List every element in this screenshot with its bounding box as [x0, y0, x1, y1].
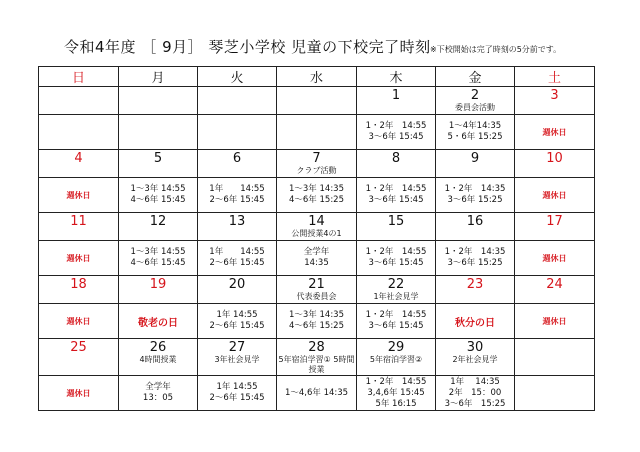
date-cell	[277, 150, 357, 178]
day-number: 11	[70, 214, 87, 229]
dismissal-cell	[198, 241, 277, 276]
dismissal-cell	[436, 376, 515, 411]
day-number: 30	[466, 340, 484, 355]
day-number: 8	[391, 151, 401, 166]
weekday-header-fri: 金	[436, 67, 515, 87]
day-event: クラブ活動	[296, 166, 337, 175]
dismissal-time-line: 3～6年 15:25	[447, 195, 503, 205]
day-event: 公開授業4の1	[291, 229, 342, 238]
day-event: 1年社会見学	[373, 292, 419, 301]
date-cell	[39, 150, 119, 178]
dismissal-time-line: 全学年	[303, 247, 330, 257]
dismissal-cell	[277, 376, 357, 411]
weekday-header-sun: 日	[39, 67, 119, 87]
day-number: 22	[387, 277, 405, 292]
date-row	[39, 150, 595, 178]
date-cell	[515, 213, 595, 241]
dismissal-time-line: 5・6年 15:25	[447, 132, 503, 142]
dismissal-cell	[357, 304, 436, 339]
date-cell	[39, 339, 119, 376]
dismissal-time-line: 1・2年 14:55	[365, 247, 427, 257]
dismissal-cell	[436, 115, 515, 150]
date-row	[39, 213, 595, 241]
date-cell	[357, 339, 436, 376]
dismissal-time-line: 3,4,6年 15:45	[367, 387, 425, 398]
date-cell	[436, 339, 515, 376]
dismissal-cell	[515, 241, 595, 276]
date-row	[39, 339, 595, 376]
date-cell	[277, 339, 357, 376]
dismissal-time-line: 2～6年 15:45	[209, 195, 265, 205]
weekday-header-wed: 水	[277, 67, 357, 87]
date-cell	[436, 276, 515, 304]
dismissal-cell	[277, 241, 357, 276]
dismissal-time-line: 5年 16:15	[375, 398, 417, 409]
dismissal-time-row	[39, 304, 595, 339]
holiday-label: 週休日	[542, 190, 567, 200]
day-number: 5	[153, 151, 163, 166]
dismissal-time-line: 2～6年 15:45	[209, 258, 265, 268]
dismissal-time-line: 1・2年 14:35	[444, 184, 506, 194]
dismissal-time-line: 1～4年14:35	[448, 121, 502, 131]
dismissal-time-line: 1～4,6年 14:35	[284, 387, 349, 398]
dismissal-calendar	[38, 66, 595, 411]
date-cell	[39, 276, 119, 304]
day-event: 代表委員会	[296, 292, 337, 301]
day-number: 14	[308, 214, 325, 229]
dismissal-cell	[39, 115, 119, 150]
date-cell	[39, 87, 119, 115]
holiday-label: 週休日	[66, 316, 91, 326]
dismissal-cell	[39, 304, 119, 339]
date-cell	[357, 150, 436, 178]
dismissal-time-line: 1・2年 14:55	[365, 310, 427, 320]
date-cell	[515, 276, 595, 304]
dismissal-cell	[436, 178, 515, 213]
dismissal-time-row	[39, 115, 595, 150]
date-row	[39, 87, 595, 115]
dismissal-time-row	[39, 376, 595, 411]
dismissal-time-row	[39, 241, 595, 276]
dismissal-cell	[357, 178, 436, 213]
date-cell	[198, 150, 277, 178]
dismissal-time-line: 1年 14:55	[216, 310, 258, 320]
dismissal-cell	[357, 376, 436, 411]
dismissal-time-line: 1年 14:55	[209, 247, 265, 257]
date-cell	[198, 213, 277, 241]
day-event: 3年社会見学	[214, 355, 260, 364]
dismissal-cell	[39, 241, 119, 276]
date-cell	[119, 276, 198, 304]
dismissal-time-line: 3～6年 15:45	[368, 258, 424, 268]
date-cell	[515, 339, 595, 376]
dismissal-cell	[436, 304, 515, 339]
holiday-label: 秋分の日	[455, 317, 495, 329]
day-number: 26	[149, 340, 167, 355]
dismissal-cell	[39, 376, 119, 411]
day-event: 委員会活動	[455, 103, 495, 112]
date-cell	[198, 276, 277, 304]
dismissal-time-line: 4～6年 15:25	[288, 321, 344, 331]
date-cell	[515, 150, 595, 178]
date-cell	[436, 87, 515, 115]
date-cell	[277, 213, 357, 241]
date-cell	[119, 87, 198, 115]
dismissal-cell	[119, 304, 198, 339]
day-number: 7	[312, 151, 321, 166]
dismissal-cell	[357, 115, 436, 150]
dismissal-time-line: 13：05	[142, 393, 174, 403]
dismissal-time-line: 1～3年 14:55	[130, 184, 186, 194]
day-number: 6	[232, 151, 242, 166]
dismissal-cell	[119, 241, 198, 276]
dismissal-time-line: 1年 14:55	[209, 184, 265, 194]
dismissal-time-line: 3～6年 15:25	[444, 398, 506, 409]
dismissal-time-line: 1～3年 14:35	[288, 184, 344, 194]
date-cell	[515, 87, 595, 115]
date-cell	[198, 339, 277, 376]
dismissal-cell	[436, 241, 515, 276]
date-cell	[277, 87, 357, 115]
dismissal-note: ※下校開始は完了時刻の5分前です。	[430, 45, 562, 54]
day-number: 21	[308, 277, 325, 292]
date-cell	[357, 213, 436, 241]
day-number: 24	[546, 277, 563, 292]
day-event: 4時間授業	[139, 355, 177, 364]
date-cell	[119, 213, 198, 241]
dismissal-time-line: 3～6年 15:45	[368, 132, 424, 142]
day-event: 5年宿泊学習②	[369, 355, 423, 364]
day-number: 2	[470, 88, 480, 103]
dismissal-cell	[119, 115, 198, 150]
dismissal-time-line: 1・2年 14:55	[365, 184, 427, 194]
dismissal-cell	[39, 178, 119, 213]
dismissal-cell	[198, 304, 277, 339]
day-number: 9	[470, 151, 480, 166]
day-number: 25	[70, 340, 87, 355]
date-cell	[119, 150, 198, 178]
dismissal-time-line: 4～6年 15:45	[130, 258, 186, 268]
dismissal-time-line: 1・2年 14:55	[365, 121, 427, 131]
dismissal-time-line: 1・2年 14:35	[444, 247, 506, 257]
day-number: 10	[546, 151, 563, 166]
dismissal-cell	[515, 115, 595, 150]
dismissal-cell	[198, 115, 277, 150]
dismissal-cell	[119, 178, 198, 213]
weekday-header-sat: 土	[515, 67, 595, 87]
dismissal-time-line: 1・2年 14:55	[365, 376, 427, 387]
date-cell	[39, 213, 119, 241]
day-number: 12	[149, 214, 167, 229]
date-row	[39, 276, 595, 304]
date-cell	[198, 87, 277, 115]
dismissal-time-line: 4～6年 15:45	[130, 195, 186, 205]
dismissal-cell	[277, 115, 357, 150]
date-cell	[277, 276, 357, 304]
dismissal-time-line: 1～3年 14:55	[130, 247, 186, 257]
day-number: 13	[228, 214, 246, 229]
day-number: 20	[228, 277, 246, 292]
dismissal-time-line: 1～3年 14:35	[288, 310, 344, 320]
dismissal-time-line: 3～6年 15:45	[368, 321, 424, 331]
date-cell	[357, 87, 436, 115]
day-number: 29	[387, 340, 405, 355]
holiday-label: 週休日	[66, 190, 91, 200]
dismissal-time-row	[39, 178, 595, 213]
dismissal-time-line: 3～6年 15:45	[368, 195, 424, 205]
dismissal-time-line: 1年 14:55	[216, 382, 258, 392]
day-number: 28	[308, 340, 325, 355]
dismissal-cell	[198, 376, 277, 411]
day-event: 5年宿泊学習① 5時間授業	[278, 355, 355, 374]
holiday-label: 週休日	[66, 388, 91, 398]
dismissal-cell	[198, 178, 277, 213]
dismissal-time-line: 2年 15：00	[448, 387, 502, 398]
date-cell	[119, 339, 198, 376]
weekday-header-row	[39, 67, 595, 87]
date-cell	[357, 276, 436, 304]
dismissal-cell	[119, 376, 198, 411]
dismissal-time-line: 4～6年 15:25	[288, 195, 344, 205]
holiday-label: 週休日	[542, 253, 567, 263]
dismissal-time-line: 1年 14:35	[450, 376, 500, 387]
day-number: 3	[550, 88, 559, 103]
dismissal-cell	[357, 241, 436, 276]
day-number: 23	[466, 277, 484, 292]
day-number: 15	[387, 214, 405, 229]
day-number: 27	[228, 340, 246, 355]
holiday-label: 週休日	[542, 127, 567, 137]
dismissal-time-line: 2～6年 15:45	[209, 321, 265, 331]
day-number: 18	[70, 277, 87, 292]
dismissal-cell	[515, 376, 595, 411]
weekday-header-thu: 木	[357, 67, 436, 87]
date-cell	[436, 213, 515, 241]
date-cell	[436, 150, 515, 178]
day-number: 19	[149, 277, 167, 292]
day-event: 2年社会見学	[452, 355, 498, 364]
dismissal-time-line: 2～6年 15:45	[209, 393, 265, 403]
day-number: 17	[546, 214, 563, 229]
day-number: 1	[391, 88, 401, 103]
holiday-label: 週休日	[66, 253, 91, 263]
dismissal-cell	[515, 178, 595, 213]
holiday-label: 週休日	[542, 316, 567, 326]
weekday-header-mon: 月	[119, 67, 198, 87]
dismissal-cell	[277, 304, 357, 339]
page-header	[64, 36, 624, 60]
dismissal-time-line: 14:35	[304, 258, 329, 268]
dismissal-cell	[515, 304, 595, 339]
weekday-header-tue: 火	[198, 67, 277, 87]
holiday-label: 敬老の日	[138, 317, 178, 329]
page-title: 令和4年度 ［ 9月］ 琴芝小学校 児童の下校完了時刻	[64, 38, 431, 56]
day-number: 16	[466, 214, 484, 229]
dismissal-time-line: 全学年	[145, 382, 171, 392]
dismissal-time-line: 3～6年 15:25	[447, 258, 503, 268]
calendar-body	[39, 87, 595, 411]
dismissal-cell	[277, 178, 357, 213]
day-number: 4	[74, 151, 83, 166]
